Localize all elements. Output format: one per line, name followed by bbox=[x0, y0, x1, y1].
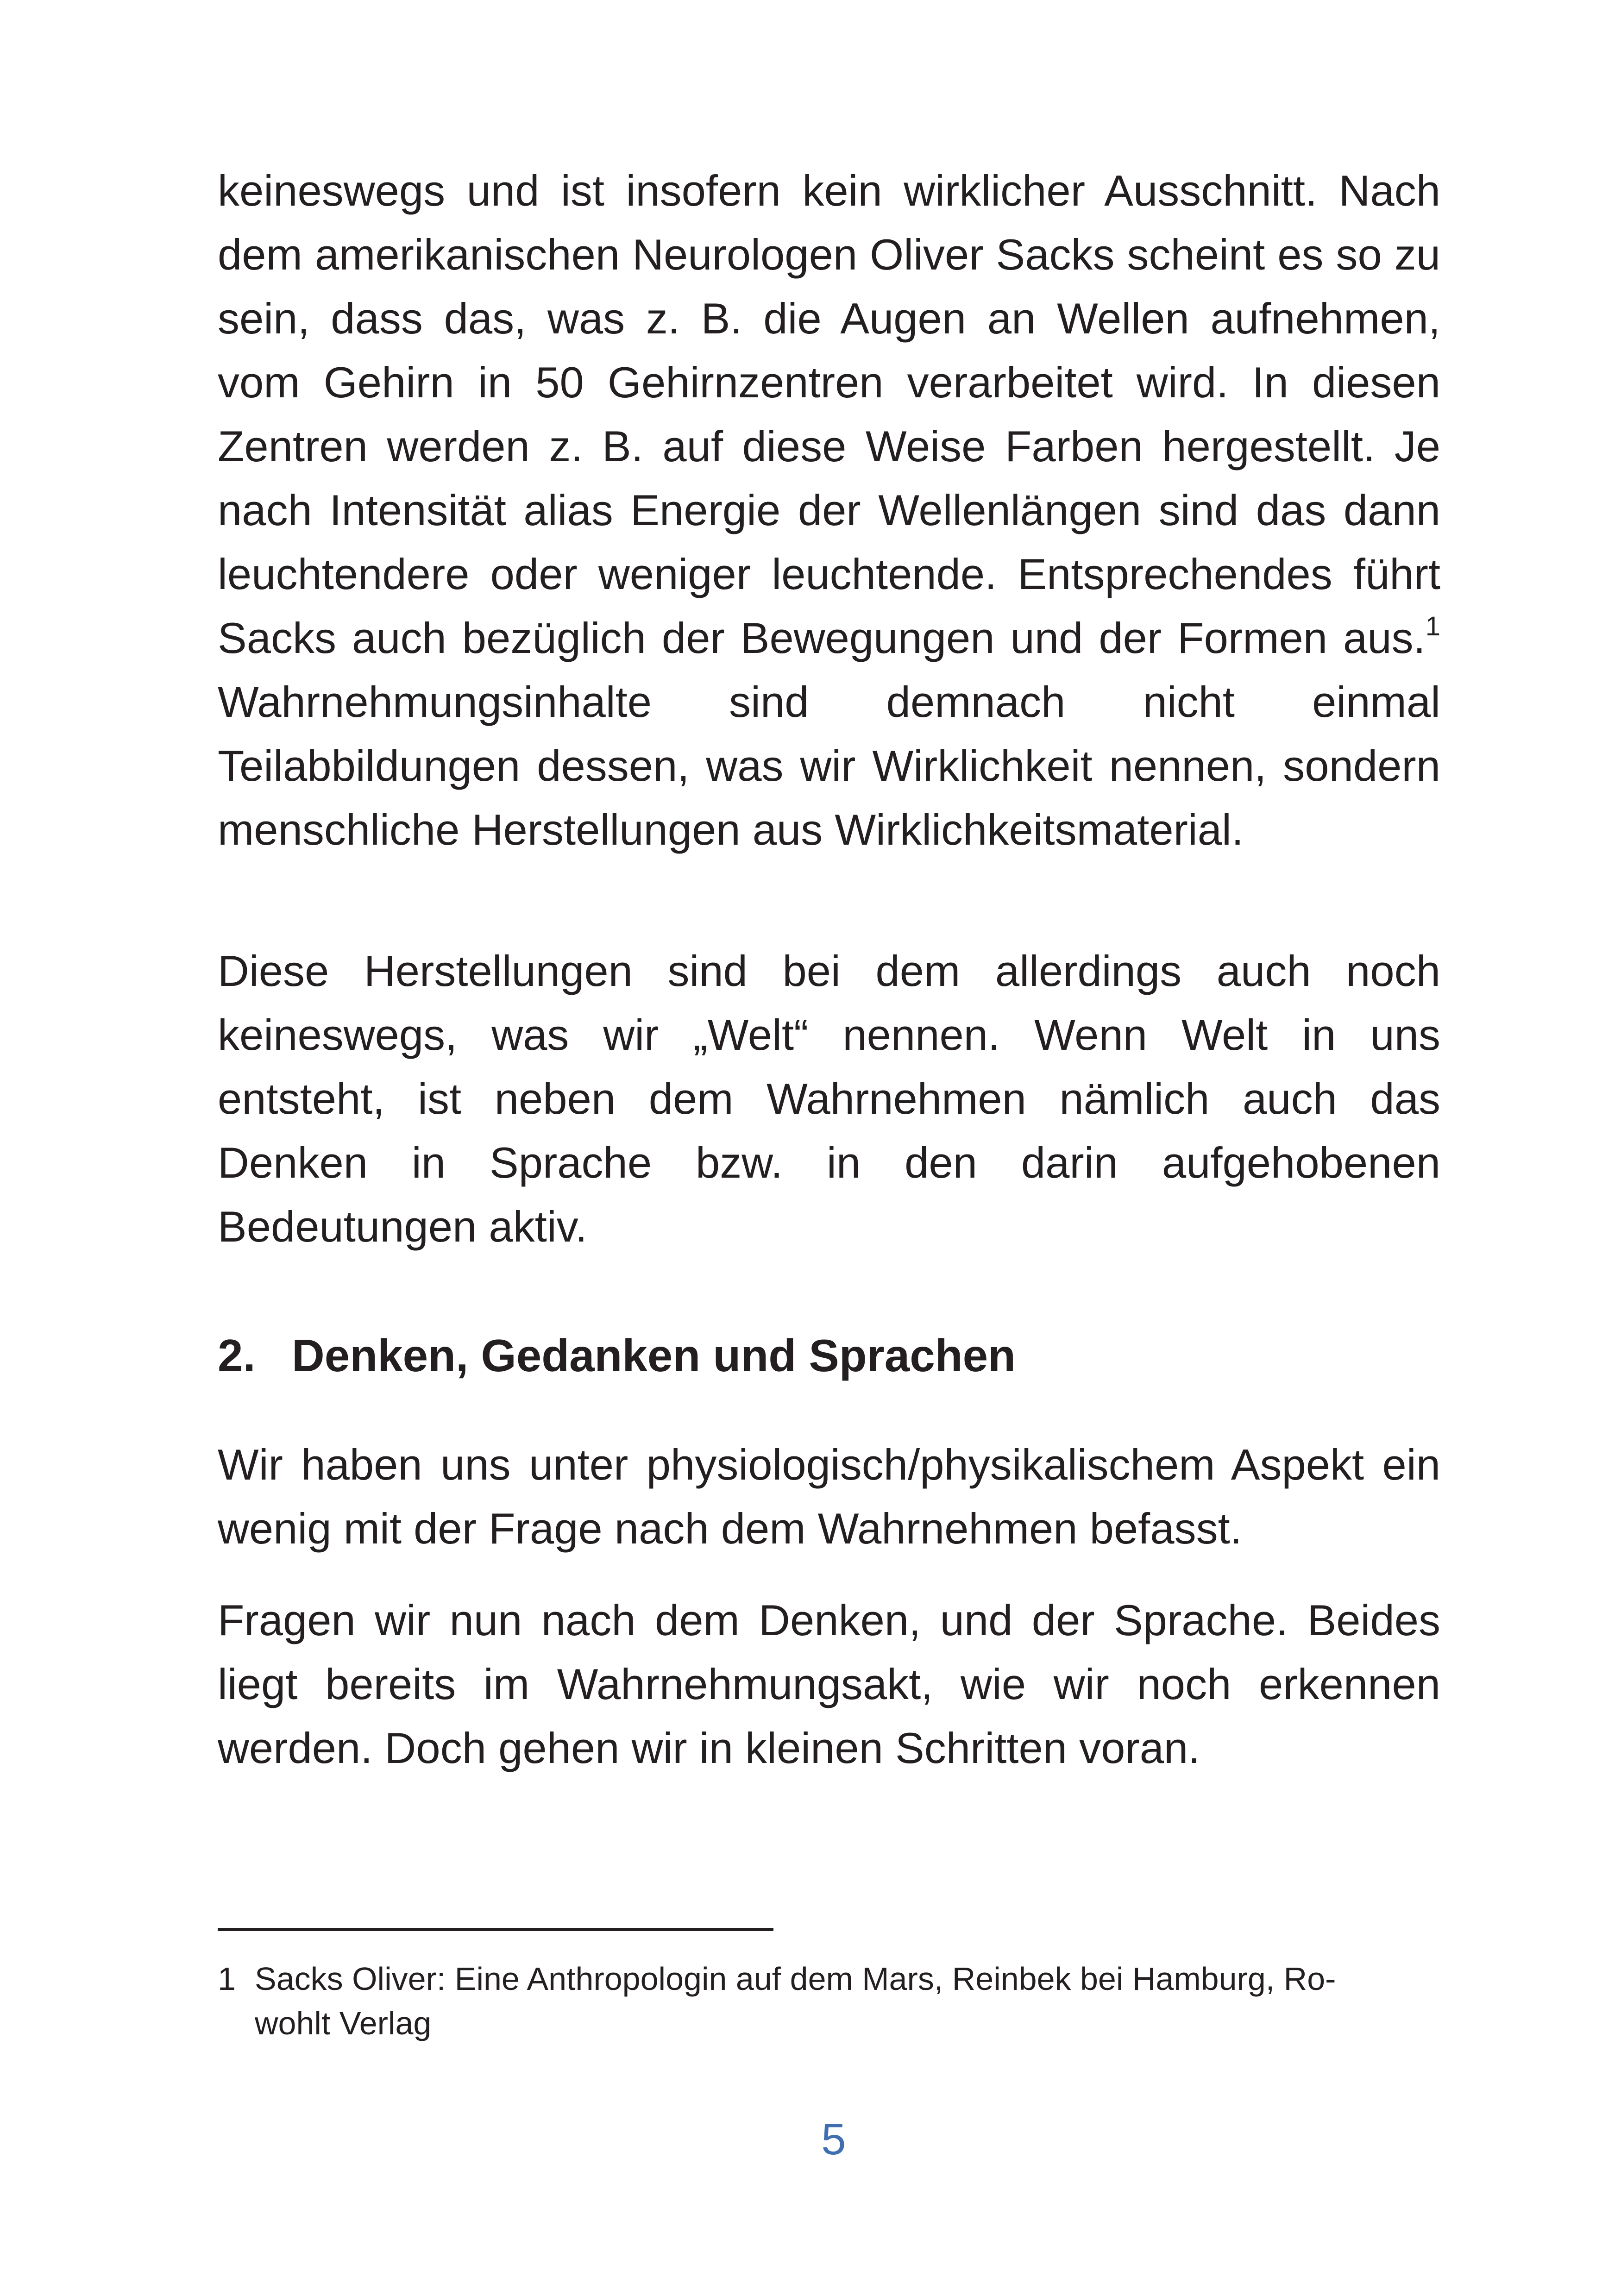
section-title: Denken, Gedanken und Sprachen bbox=[292, 1330, 1016, 1381]
footnote-text-line-1: Sacks Oliver: Eine Anthropologin auf dem Mars, Reinbek bei Hamburg, Ro- bbox=[255, 1961, 1336, 1997]
paragraph-3: Wir haben uns unter physiologisch/physikalischem Aspekt ein wenig mit der Frage nach dem Wahrnehmen befasst. bbox=[218, 1440, 1440, 1553]
paragraph-2: Diese Herstellungen sind bei dem allerdings auch noch keineswegs, was wir „Welt“ nennen. Wenn Welt in uns entsteht, ist neben dem Wahrnehmen nämlich auch das Denken in Sprache bzw. in den darin aufgehobenen Bedeutungen aktiv. bbox=[218, 947, 1440, 1251]
footnote-divider bbox=[218, 1928, 773, 1931]
paragraph-4: Fragen wir nun nach dem Denken, und der Sprache. Beides liegt bereits im Wahrnehmungsakt, wie wir noch erkennen werden. Doch gehen wir in kleinen Schritten voran. bbox=[218, 1596, 1440, 1772]
page-number: 5 bbox=[821, 2114, 846, 2164]
paragraph-1 bbox=[218, 159, 1440, 862]
section-heading bbox=[218, 1325, 1440, 1386]
footnote bbox=[218, 1957, 1440, 2045]
footnote-reference: 1 bbox=[1425, 611, 1440, 641]
paragraph-1-text-end: Wahrnehmungsinhalte sind demnach nicht einmal Teilabbildungen dessen, was wir Wirklichkeit nennen, sondern menschliche Herstellungen aus Wirklichkeitsmaterial. bbox=[218, 678, 1440, 854]
footnote-number: 1 bbox=[218, 1961, 236, 1997]
footnote-text-line-2: wohlt Verlag bbox=[255, 2005, 432, 2041]
paragraph-1-text-start: keineswegs und ist insofern kein wirklicher Ausschnitt. Nach dem amerikanischen Neurologen Oliver Sacks scheint es so zu sein, dass das, was z. B. die Augen an Wellen aufnehmen, vom Gehirn in 50 Gehirnzentren verarbeitet wird. In diesen Zentren werden z. B. auf diese Weise Farben hergestellt. Je nach Intensität alias Energie der Wellenlängen sind das dann leuchtendere oder weniger leuchtende. Entsprechendes führt Sacks auch bezüglich der Bewegungen und der Formen aus. bbox=[218, 166, 1440, 662]
section-number: 2. bbox=[218, 1330, 256, 1381]
